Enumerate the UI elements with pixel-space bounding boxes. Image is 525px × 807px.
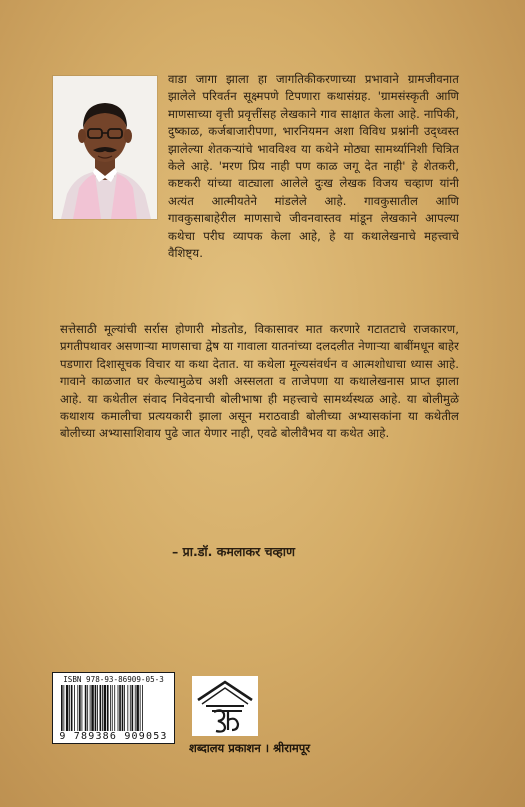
barcode-bar	[135, 685, 136, 731]
publisher-line: शब्दालय प्रकाशन । श्रीरामपूर	[189, 741, 311, 755]
barcode-bar	[102, 685, 103, 731]
barcode-bar	[61, 685, 63, 731]
publisher-logo	[192, 676, 258, 736]
barcode-bar	[97, 685, 98, 731]
barcode-bar	[66, 685, 68, 731]
author-signature: – प्रा.डॉ. कमलाकर चव्हाण	[172, 544, 296, 559]
barcode-bar	[69, 685, 70, 731]
barcode-bar	[136, 685, 138, 731]
barcode-bar	[90, 685, 91, 731]
isbn-label: ISBN 978-93-86909-05-3	[63, 675, 164, 684]
isbn-barcode	[52, 672, 175, 744]
author-photo	[53, 76, 157, 219]
barcode-bar	[132, 685, 134, 731]
barcode-bar	[124, 685, 125, 731]
barcode-bar	[118, 685, 119, 731]
barcode-bar	[77, 685, 78, 731]
barcode-digits: 9 789386 909053	[59, 731, 168, 742]
barcode-bar	[107, 685, 109, 731]
barcode-bar	[85, 685, 87, 731]
barcode-bar	[104, 685, 106, 731]
house-logo-icon	[192, 676, 258, 736]
author-portrait	[53, 76, 157, 219]
barcode-bar	[110, 685, 111, 731]
barcode-bar	[127, 685, 128, 731]
barcode-bar	[87, 685, 88, 731]
barcode-bar	[79, 685, 81, 731]
barcode-bars	[61, 685, 168, 731]
barcode-bar	[74, 685, 75, 731]
barcode-bar	[91, 685, 93, 731]
barcode-bar	[142, 685, 143, 731]
barcode-bar	[63, 685, 64, 731]
barcode-bar	[130, 685, 131, 731]
barcode-bar	[82, 685, 83, 731]
barcode-bar	[122, 685, 124, 731]
description-paragraph-1: वाडा जागा झाला हा जागतिकीकरणाच्या प्रभावाने ग्रामजीवनात झालेले परिवर्तन सूक्ष्मपणे टिपणारा कथासंग्रह. 'ग्रामसंस्कृती आणि माणसाच्या वृत्ती प्रवृत्तींसह लेखकाने गाव साक्षात केला आहे. नापिकी, दुष्काळ, कर्जबाजारीपणा, भारनियमन अशा विविध प्रश्नांनी उद्ध्वस्त झालेल्या शेतकऱ्यांचे भावविश्व या कथेने मोठ्या सामर्थ्यानिशी चित्रित केले आहे. 'मरण प्रिय नाही पण काळ जगू देत नाही' हे शेतकरी, कष्टकरी यांच्या वाट्याला आलेले दुःख लेखक विजय चव्हाण यांनी अत्यंत आत्मीयतेने मांडलेले आहे. गावकुसातील आणि गावकुसाबाहेरील माणसाचे जीवनवास्तव मांडून लेखकाने आपल्या कथेचा परीघ व्यापक केला आहे, हे या कथालेखनाचे महत्त्वाचे वैशिष्ट्य.	[168, 72, 459, 261]
barcode-bar	[71, 685, 73, 731]
barcode-bar	[112, 685, 113, 731]
barcode-bar	[95, 685, 97, 731]
barcode-bar	[140, 685, 141, 731]
description-paragraph-2: सत्तेसाठी मूल्यांची सर्रास होणारी मोडतोड, विकासावर मात करणारे गटातटाचे राजकारण, प्रगतीपथावर असणाऱ्या माणसाचा द्वेष या गावाला यातनांच्या दलदलीत नेणाऱ्या बाबींमधून बाहेर पडणारा दिशासूचक विचार या कथा देतात. या कथेला मूल्यसंवर्धन व आत्मशोधाचा ध्यास आहे. गावाने काळजात घर केल्यामुळेच अशी अस्सलता व ताजेपणा या कथालेखनास प्राप्त झाला आहे. या कथेतील संवाद निवेदनाची बोलीभाषा ही महत्त्वाचे सामर्थ्यस्थळ आहे. या बोलीमुळे कथाशय कमालीचा प्रत्ययकारी झाला असून मराठवाडी बोलीच्या अभ्यासकांना या कथेतील बोलीच्या अभ्यासाशिवाय पुढे जात येणार नाही, एवढे बोलीवैभव या कथेत आहे.	[60, 322, 459, 441]
barcode-bar	[100, 685, 102, 731]
barcode-bar	[119, 685, 121, 731]
barcode-bar	[114, 685, 115, 731]
